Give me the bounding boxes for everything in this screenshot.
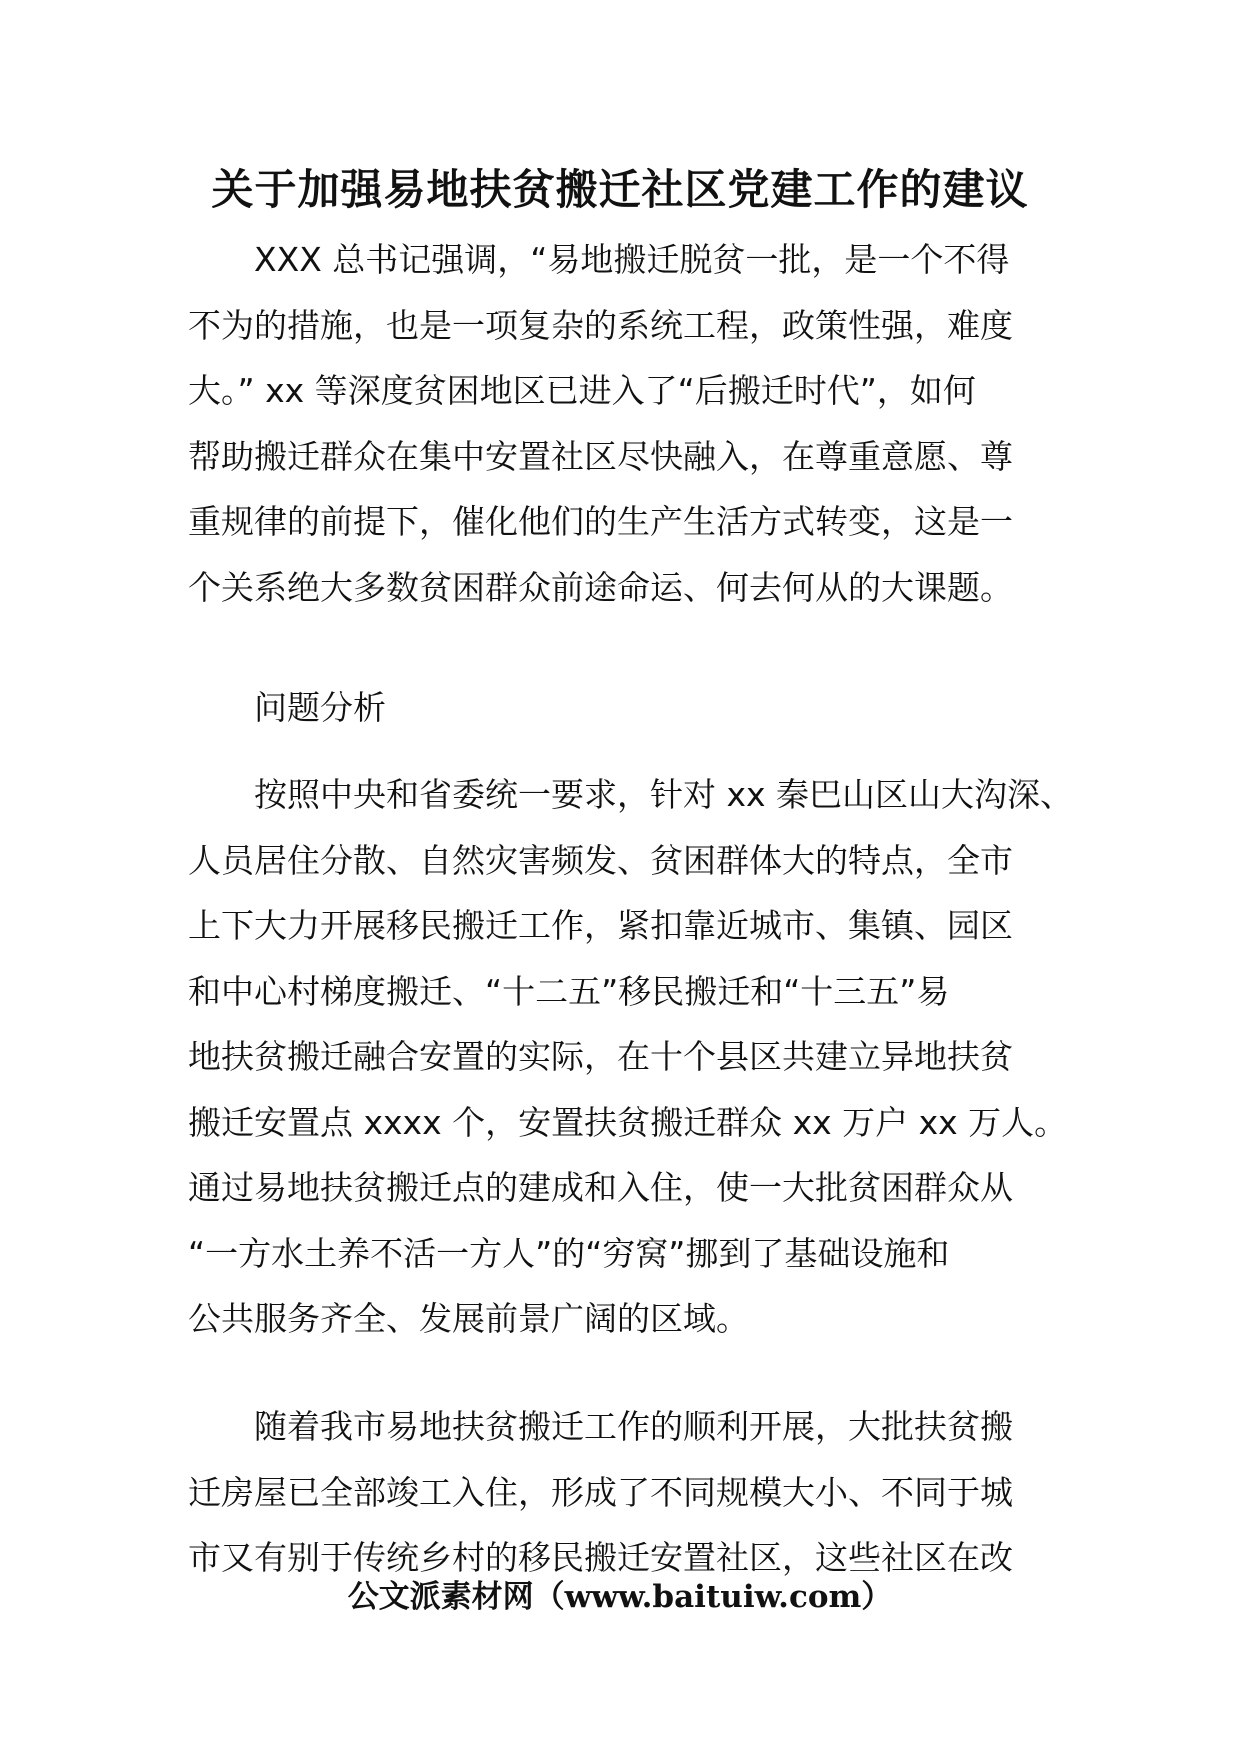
paragraph-line: 搬迁安置点 xxxx 个，安置扶贫搬迁群众 xx 万户 xx 万人。 [188,1102,1068,1142]
paragraph-line: XXX 总书记强调，“易地搬迁脱贫一批，是一个不得 [254,240,1010,279]
paragraph-problem [188,762,1074,1352]
footer-watermark: 公文派素材网（www.baituiw.com） [347,1579,893,1615]
paragraph-line: 地扶贫搬迁融合安置的实际，在十个县区共建立异地扶贫 [188,1037,1013,1076]
paragraph-line: 个关系绝大多数贫困群众前途命运、何去何从的大课题。 [188,567,1013,607]
paragraph-line: 和中心村梯度搬迁、“十二五”移民搬迁和“十三五”易 [188,971,950,1011]
paragraph-line: 帮助搬迁群众在集中安置社区尽快融入，在尊重意愿、尊 [188,436,1013,476]
paragraph-line: 人员居住分散、自然灾害频发、贫困群体大的特点，全市 [188,840,1013,880]
document-title: 关于加强易地扶贫搬迁社区党建工作的建议 [211,165,1029,214]
paragraph-line: 市又有别于传统乡村的移民搬迁安置社区，这些社区在改 [188,1538,1013,1577]
paragraph-line: 大。” xx 等深度贫困地区已进入了“后搬迁时代”，如何 [188,371,976,410]
paragraph-line: 按照中央和省委统一要求，针对 xx 秦巴山区山大沟深、 [254,775,1074,814]
paragraph-line: 不为的措施，也是一项复杂的系统工程，政策性强，难度 [188,305,1013,345]
paragraph-development [188,1394,1068,1591]
paragraph-line: 迁房屋已全部竣工入住，形成了不同规模大小、不同于城 [188,1472,1013,1512]
paragraph-line: 随着我市易地扶贫搬迁工作的顺利开展，大批扶贫搬 [254,1407,1013,1446]
paragraph-line: “一方水土养不活一方人”的“穷窝”挪到了基础设施和 [188,1233,950,1273]
paragraph-line: 上下大力开展移民搬迁工作，紧扣靠近城市、集镇、园区 [188,906,1013,945]
paragraph-line: 重规律的前提下，催化他们的生产生活方式转变，这是一 [188,502,1013,541]
paragraph-line: 公共服务齐全、发展前景广阔的区域。 [188,1299,749,1338]
paragraph-intro [188,227,1068,620]
paragraph-line: 通过易地扶贫搬迁点的建成和入住，使一大批贫困群众从 [188,1168,1013,1207]
section-heading: 问题分析 [254,688,386,727]
